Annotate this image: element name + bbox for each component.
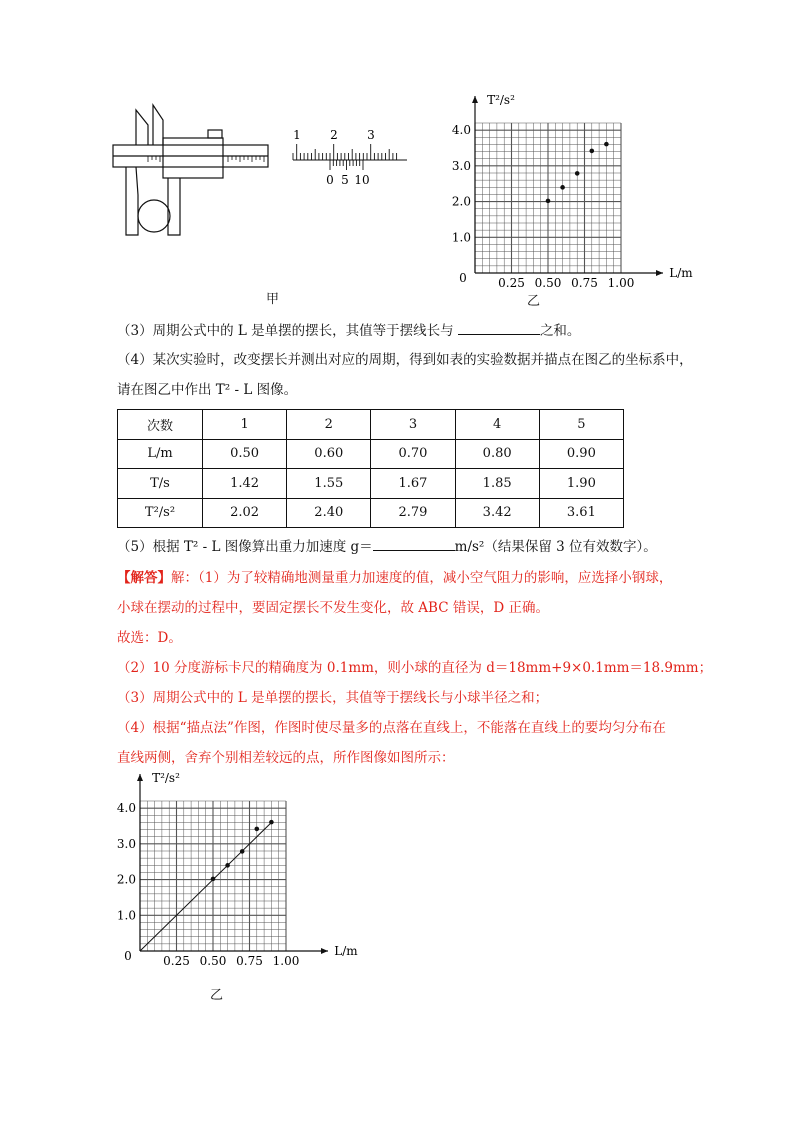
data-point: [225, 863, 230, 868]
vernier-tick-5: 5: [341, 173, 349, 187]
answer-tag: 【解答】: [117, 570, 171, 586]
origin-label: 0: [124, 949, 132, 963]
y-tick-label: 2.0: [116, 872, 136, 887]
x-tick-label: 0.75: [571, 276, 598, 290]
main-tick-1: 1: [293, 128, 301, 142]
table-row: [118, 439, 624, 469]
table-header-cell: 5: [539, 410, 623, 440]
x-axis-label: L/m: [669, 266, 693, 280]
x-tick-label: 0.25: [163, 954, 190, 968]
table-header-cell: 1: [203, 410, 287, 440]
table-cell: 2.79: [371, 498, 455, 528]
chart-bottom-label: 乙: [210, 988, 224, 1003]
answer-1-choice: 故选：D。: [117, 630, 182, 646]
table-cell: 1.67: [371, 469, 455, 499]
table-cell: 1.55: [287, 469, 371, 499]
y-tick-label: 2.0: [451, 194, 471, 209]
q3-suffix: 之和。: [539, 323, 581, 339]
data-point: [269, 820, 274, 825]
chart-bottom: [110, 768, 360, 968]
table-cell: T/s: [118, 469, 203, 499]
table-cell: 1.85: [455, 469, 539, 499]
x-tick-label: 0.75: [236, 954, 263, 968]
table-cell: 3.42: [455, 498, 539, 528]
table-header-row: [118, 410, 624, 440]
x-axis-arrow: [321, 948, 328, 954]
y-tick-label: 4.0: [451, 123, 471, 138]
main-tick-2: 2: [330, 128, 338, 142]
data-point: [240, 849, 245, 854]
answer-1-text: 解：（1）为了较精确地测量重力加速度的值，减小空气阻力的影响，应选择小钢球，: [171, 570, 673, 586]
vernier-tick-10: 10: [354, 173, 370, 187]
data-table: [117, 409, 624, 528]
question-5: [117, 536, 657, 557]
chart-top: [445, 90, 695, 290]
table-cell: 0.60: [287, 439, 371, 469]
table-cell: 2.02: [203, 498, 287, 528]
caliper-illustration: [108, 100, 273, 245]
y-tick-label: 3.0: [451, 158, 471, 173]
table-header-cell: 3: [371, 410, 455, 440]
table-cell: 3.61: [539, 498, 623, 528]
y-tick-label: 1.0: [451, 230, 471, 245]
answer-1-line2: 小球在摆动的过程中，要固定摆长不发生变化，故 ABC 错误，D 正确。: [117, 600, 549, 616]
data-point: [590, 149, 595, 154]
y-tick-label: 3.0: [116, 836, 136, 851]
data-point: [560, 185, 565, 190]
answer-4-line1: （4）根据“描点法”作图，作图时使尽量多的点落在直线上，不能落在直线上的要均匀分布在: [117, 720, 666, 736]
data-point: [546, 199, 551, 204]
table-cell: 0.90: [539, 439, 623, 469]
figure-jia-label: 甲: [266, 292, 280, 307]
question-4-line1: （4）某次实验时，改变摆长并测出对应的周期，得到如表的实验数据并描点在图乙的坐标系中，: [117, 352, 693, 368]
grid: [475, 123, 621, 273]
table-header-cell: 2: [287, 410, 371, 440]
x-tick-label: 1.00: [272, 954, 300, 968]
x-axis-arrow: [656, 270, 663, 276]
vernier-scale: [285, 126, 415, 190]
answer-1-line1: [117, 568, 672, 588]
data-point: [604, 142, 609, 147]
table-cell: 2.40: [287, 498, 371, 528]
main-tick-3: 3: [367, 128, 375, 142]
chart-top-label: 乙: [527, 294, 541, 309]
q5-unit: m/s²: [454, 539, 485, 555]
table-header-cell: 4: [455, 410, 539, 440]
q5-prefix: （5）根据 T² - L 图像算出重力加速度 g＝: [117, 539, 373, 555]
grid: [140, 801, 286, 951]
y-axis-arrow: [137, 774, 143, 781]
y-axis-arrow: [472, 96, 478, 103]
question-3: [117, 320, 580, 341]
answer-3: （3）周期公式中的 L 是单摆的摆长，其值等于摆线长与小球半径之和；: [117, 690, 549, 706]
table-cell: 0.80: [455, 439, 539, 469]
y-axis-label: T²/s²: [487, 93, 515, 107]
table-cell: L/m: [118, 439, 203, 469]
table-cell: 1.90: [539, 469, 623, 499]
y-axis-label: T²/s²: [152, 771, 180, 785]
vernier-tick-0: 0: [326, 173, 334, 187]
table-cell: 0.50: [203, 439, 287, 469]
answer-2: （2）10 分度游标卡尺的精确度为 0.1mm，则小球的直径为 d＝18mm+9×0.1mm＝18.9mm；: [117, 660, 713, 676]
table-cell: T²/s²: [118, 498, 203, 528]
table-row: [118, 469, 624, 499]
table-cell: 1.42: [203, 469, 287, 499]
data-point: [575, 171, 580, 176]
q5-suffix: （结果保留 3 位有效数字）。: [484, 539, 657, 555]
question-4-line2: 请在图乙中作出 T² - L 图像。: [117, 382, 298, 398]
q5-blank[interactable]: [373, 536, 455, 551]
table-header-cell: 次数: [118, 410, 203, 440]
q3-blank[interactable]: [458, 320, 540, 335]
answer-4-line2: 直线两侧，舍弃个别相差较远的点，所作图像如图所示：: [117, 750, 455, 766]
q3-prefix: （3）周期公式中的 L 是单摆的摆长，其值等于摆线长与: [117, 323, 458, 339]
table-row: [118, 498, 624, 528]
data-point: [255, 827, 260, 832]
x-tick-label: 0.50: [534, 276, 562, 290]
y-tick-label: 4.0: [116, 801, 136, 816]
y-tick-label: 1.0: [116, 908, 136, 923]
data-point: [211, 877, 216, 882]
x-tick-label: 0.25: [498, 276, 525, 290]
x-axis-label: L/m: [334, 944, 358, 958]
origin-label: 0: [459, 271, 467, 285]
x-tick-label: 1.00: [607, 276, 635, 290]
table-cell: 0.70: [371, 439, 455, 469]
x-tick-label: 0.50: [199, 954, 227, 968]
